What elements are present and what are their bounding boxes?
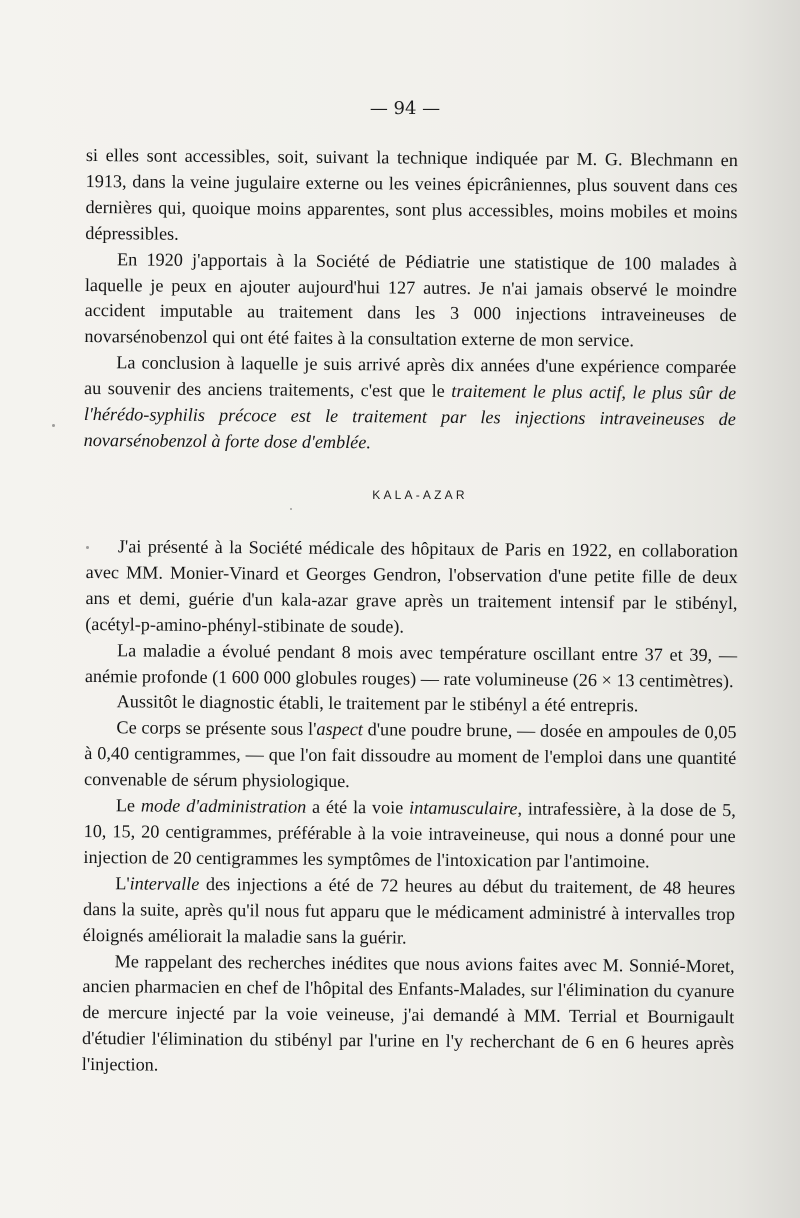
- kala-4-italic: aspect: [316, 719, 363, 740]
- kala-5-italic-1: mode d'administration: [140, 795, 307, 817]
- kala-6-text-b: des injections a été de 72 heures au début du traitement, de 48 heures dans la suite, après qu'il nous fut apparu que le médicament administré à intervalles trop éloignés améliorait la maladie sans la guérir.: [82, 873, 736, 948]
- paragraph-kala-2: La maladie a évolué pendant 8 mois avec température oscillant entre 37 et 39, — anémie profonde (1 600 000 globules rouges) — rate volumineuse (26 × 13 centimètres).: [84, 639, 738, 691]
- kala-6-text-a: L': [115, 873, 130, 894]
- kala-azar-text-block: [82, 534, 738, 1083]
- paragraph-kala-5: [83, 793, 736, 876]
- intro-text-block: [84, 143, 738, 459]
- paragraph-kala-4: [84, 715, 737, 798]
- ink-speck: [52, 424, 55, 427]
- paragraph-kala-1: J'ai présenté à la Société médicale des hôpitaux de Paris en 1922, en collaboration avec MM. Monier-Vinard et Georges Gendron, l'observation d'une petite fille de deux ans et demi, guérie d'un kala-azar grave après un traitement intensif par le stibényl, (acétyl-p-amino-phényl-stibinate de soude).: [85, 536, 738, 637]
- paragraph-conclusion: [84, 350, 737, 459]
- ink-speck: [86, 546, 89, 549]
- paragraph-kala-6: [83, 871, 736, 954]
- paragraph-intro-2: En 1920 j'apportais à la Société de Pédiatrie une statistique de 100 malades à laquelle je peux en ajouter aujourd'hui 127 autres. Je n'ai jamais observé le moindre accident imputable au traitement dans les 3 000 injections intraveineuses de novarsénobenzol qui ont été faites à la consultation externe de mon service.: [84, 248, 738, 351]
- kala-5-text-a: Le: [115, 795, 141, 816]
- conclusion-text: La conclusion à laquelle je suis arrivé après dix années d'une expérience comparée au souvenir des anciens traitements, c'est que le: [83, 352, 737, 402]
- ink-speck: [290, 508, 292, 510]
- paragraph-kala-3: Aussitôt le diagnostic établi, le traitement par le stibényl a été entrepris.: [116, 691, 639, 716]
- kala-5-text-c: , intrafessière, à la dose de 5, 10, 15, 20 centigrammes, préférable à la voie intraveineuse, qui nous a donné pour une injection de 20 centigrammes les symptômes de l'intoxication par l'antimoine.: [83, 798, 736, 872]
- kala-4-text-b: d'une poudre brune, — dosée en ampoules de 0,05 à 0,40 centigrammes, — que l'on fait dissoudre au moment de l'emploi dans une quantité convenable de sérum physiologique.: [83, 719, 737, 792]
- kala-5-text-b: a été la voie: [306, 796, 410, 818]
- section-heading-kala-azar: KALA-AZAR: [372, 488, 468, 502]
- kala-6-italic: intervalle: [129, 873, 200, 894]
- conclusion-italic: traitement le plus actif, le plus sûr de l'hérédo-syphilis précoce est le traitement par les injections intraveineuses de novarsénobenzol à forte dose d'emblée.: [83, 381, 737, 453]
- paragraph-intro-1: si elles sont accessibles, soit, suivant la technique indiquée par M. G. Blechmann en 1913, dans la veine jugulaire externe ou les veines épicrâniennes, plus souvent dans ces dernières qui, quoique moins apparentes, sont plus accessibles, moins mobiles et moins dépressibles.: [85, 144, 738, 244]
- paragraph-kala-7: Me rappelant des recherches inédites que nous avions faites avec M. Sonnié-Moret, ancien pharmacien en chef de l'hôpital des Enfants-Malades, sur l'élimination du cyanure de mercure injecté par la voie veineuse, j'ai demandé à MM. Terrial et Bournigault d'étudier l'élimination du stibényl par l'urine en l'y recherchant de 6 en 6 heures après l'injection.: [81, 950, 735, 1075]
- kala-5-italic-2: intamusculaire: [409, 797, 518, 819]
- kala-4-text-a: Ce corps se présente sous l': [116, 717, 317, 740]
- page-number: — 94 —: [369, 98, 441, 119]
